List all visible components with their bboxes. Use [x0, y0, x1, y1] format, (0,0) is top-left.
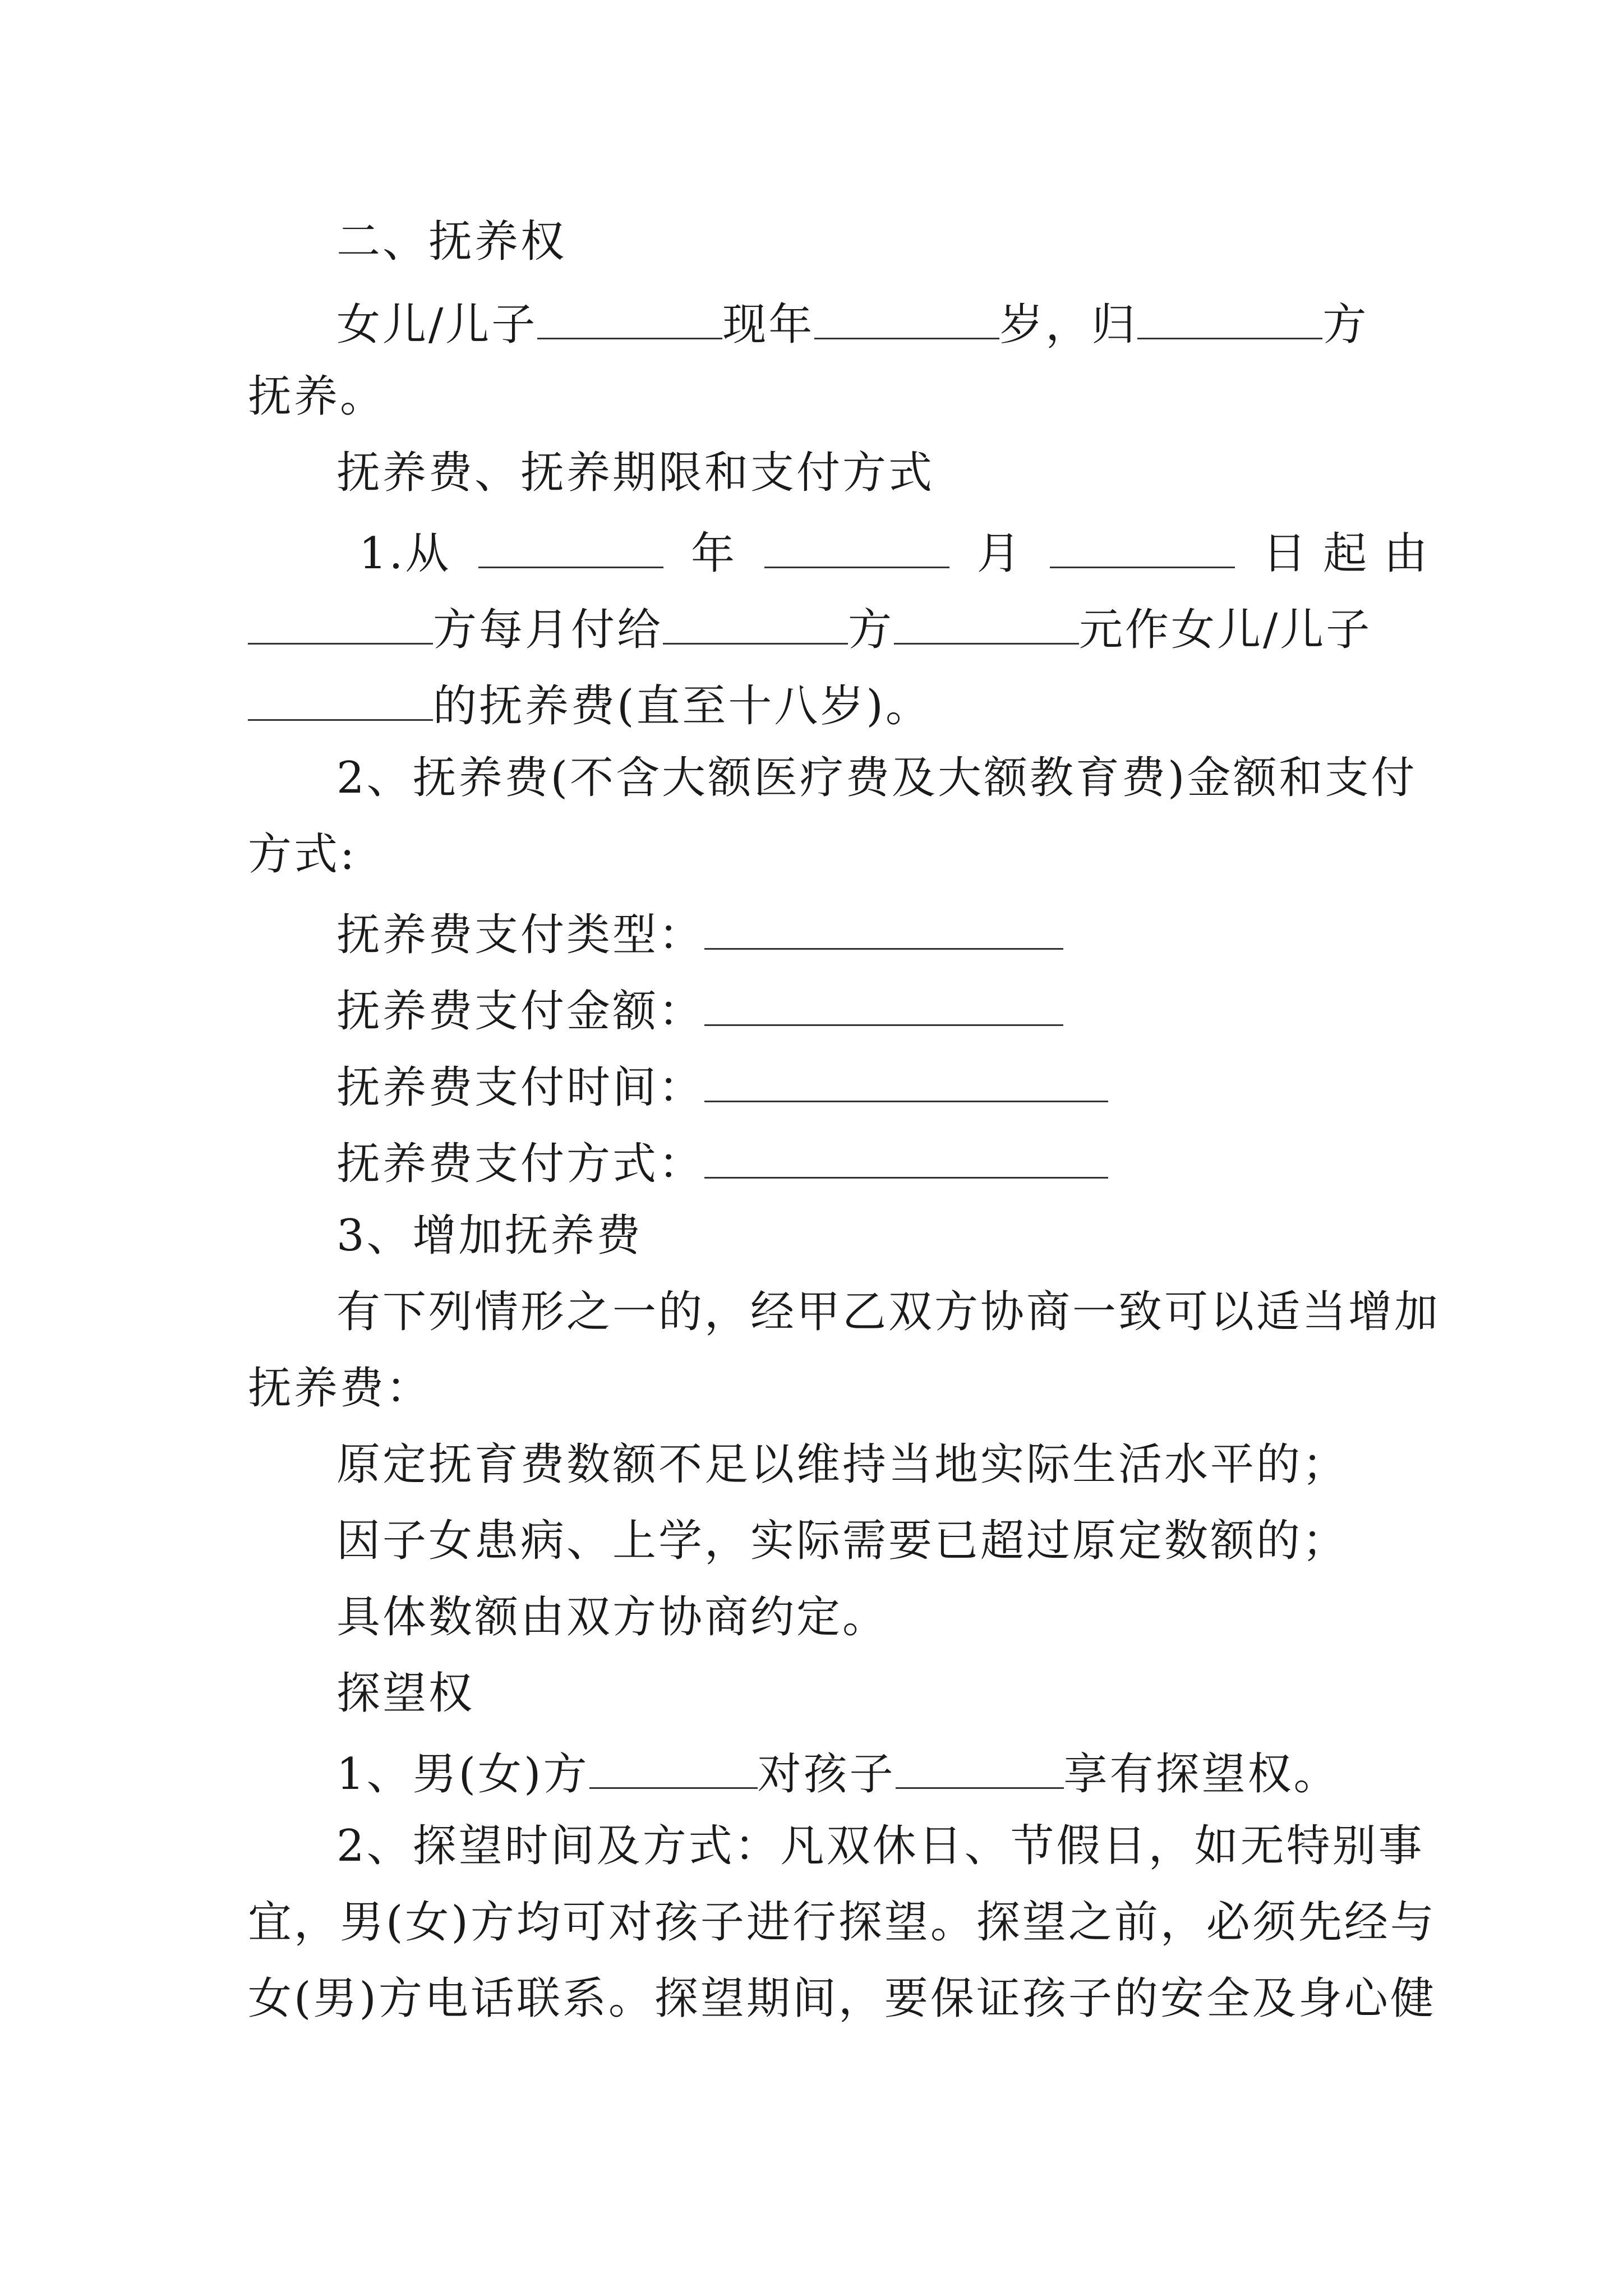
condition-note: 具体数额由双方协商约定。: [336, 1592, 889, 1642]
support-line-1: [359, 527, 1623, 579]
blank-custodian[interactable]: [1137, 298, 1322, 339]
custody-line-cont: 抚养。: [248, 371, 386, 422]
text: 1、男(女)方: [336, 1749, 589, 1800]
payment-time-field: [336, 1061, 1623, 1114]
section-heading-visitation: 探望权: [336, 1668, 475, 1719]
payment-type-blank[interactable]: [704, 909, 1063, 950]
payment-method-blank[interactable]: [704, 1138, 1108, 1179]
label: 抚养费支付时间：: [336, 1062, 705, 1114]
support-line-3: [248, 680, 1623, 732]
blank-child-name[interactable]: [537, 298, 722, 339]
text: 对孩子: [757, 1749, 896, 1800]
text: 年: [691, 528, 737, 579]
text: 岁，归: [999, 300, 1138, 351]
text: 方: [1322, 300, 1369, 351]
support-line-2: [248, 604, 1623, 656]
label: 抚养费支付类型：: [336, 910, 705, 961]
blank-age[interactable]: [814, 298, 999, 339]
section-heading-custody: 二、抚养权: [336, 217, 567, 267]
payment-amount-blank[interactable]: [704, 985, 1063, 1026]
section-heading-support: 抚养费、抚养期限和支付方式: [336, 448, 935, 498]
text: 女儿/儿子: [336, 300, 538, 351]
payment-time-blank[interactable]: [704, 1061, 1108, 1102]
text: 元作女儿/儿子: [1079, 605, 1372, 656]
blank-child[interactable]: [248, 680, 433, 721]
support-para-2: 2、抚养费(不含大额医疗费及大额教育费)金额和支付: [336, 753, 1417, 803]
visitation-line-2: 2、探望时间及方式：凡双休日、节假日，如无特别事: [336, 1821, 1424, 1871]
label: 抚养费支付方式：: [336, 1139, 705, 1190]
label: 抚养费支付金额：: [336, 986, 705, 1037]
text: 日起由: [1262, 528, 1445, 579]
text: 的抚养费(直至十八岁)。: [433, 681, 932, 732]
condition-1: 原定抚育费数额不足以维持当地实际生活水平的；: [336, 1439, 1349, 1490]
blank-amount[interactable]: [894, 604, 1079, 645]
visitation-line-1: [336, 1748, 1623, 1800]
blank-parent[interactable]: [589, 1748, 758, 1789]
blank-child-visit[interactable]: [896, 1748, 1064, 1789]
text: 月: [976, 528, 1023, 579]
custody-line: [336, 298, 1623, 351]
blank-month[interactable]: [764, 527, 949, 568]
blank-year[interactable]: [478, 527, 663, 568]
section-heading-increase: 3、增加抚养费: [336, 1211, 643, 1261]
text: 1.从: [359, 528, 451, 579]
text: 方: [848, 605, 895, 656]
increase-para-cont: 抚养费：: [248, 1363, 432, 1414]
visitation-line-4: 女(男)方电话联系。探望期间，要保证孩子的安全及身心健: [248, 1973, 1436, 2024]
blank-day[interactable]: [1050, 527, 1235, 568]
blank-payee[interactable]: [663, 604, 848, 645]
blank-payer[interactable]: [248, 604, 433, 645]
text: 方每月付给: [433, 605, 663, 656]
text: 享有探望权。: [1063, 1749, 1340, 1800]
payment-method-field: [336, 1138, 1623, 1190]
payment-type-field: [336, 909, 1623, 961]
visitation-line-3: 宜，男(女)方均可对孩子进行探望。探望之前，必须先经与: [248, 1897, 1436, 1948]
increase-para: 有下列情形之一的，经甲乙双方协商一致可以适当增加: [336, 1287, 1441, 1337]
text: 现年: [722, 300, 815, 351]
support-para-2-cont: 方式:: [248, 829, 357, 880]
condition-2: 因子女患病、上学，实际需要已超过原定数额的；: [336, 1516, 1349, 1566]
payment-amount-field: [336, 985, 1623, 1037]
